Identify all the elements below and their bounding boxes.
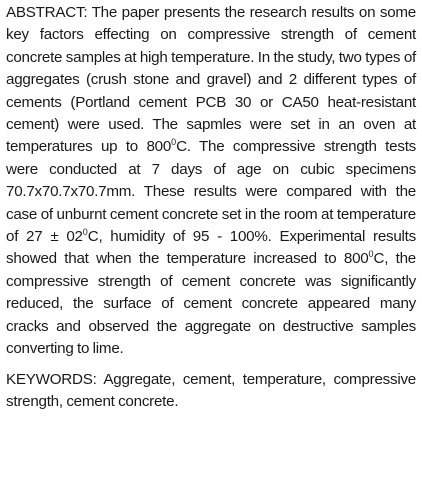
degree-superscript-3: 0	[368, 249, 374, 260]
abstract-text-part-3: C, humidity of 95 - 100%. Experimental results showed that when the temperature increased to 800	[6, 228, 416, 268]
keywords-text: Aggregate, cement, temperature, compressive strength, cement concrete.	[6, 370, 416, 410]
abstract-label: ABSTRACT:	[6, 4, 88, 21]
abstract-text-part-2: C. The compressive strength tests were conducted at 7 days of age on cubic specimens 70.7x70.7x70.7mm. These results were compared with the case of unburnt cement concrete set in the room at temperature of 27 ± 02	[6, 138, 417, 246]
degree-superscript-2: 0	[82, 227, 88, 238]
abstract-text-part-1: The paper presents the research results on some key factors effecting on compressive strength of cement concrete samples at high temperature. In the study, two types of aggregates (crush stone and gravel) and 2 different types of cements (Portland cement PCB 30 or CA50 heat-resistant cement) were used. The sapmles were set in an oven at temperatures up to 800	[6, 4, 416, 156]
abstract-paragraph	[6, 2, 416, 361]
degree-superscript-1: 0	[171, 137, 177, 148]
abstract-text-part-4: C, the compressive strength of cement concrete was significantly reduced, the surface of cement concrete appeared many cracks and observed the aggregate on destructive samples converting to lime.	[6, 250, 416, 358]
keywords-label: KEYWORDS:	[6, 370, 97, 388]
keywords-paragraph	[6, 369, 416, 414]
